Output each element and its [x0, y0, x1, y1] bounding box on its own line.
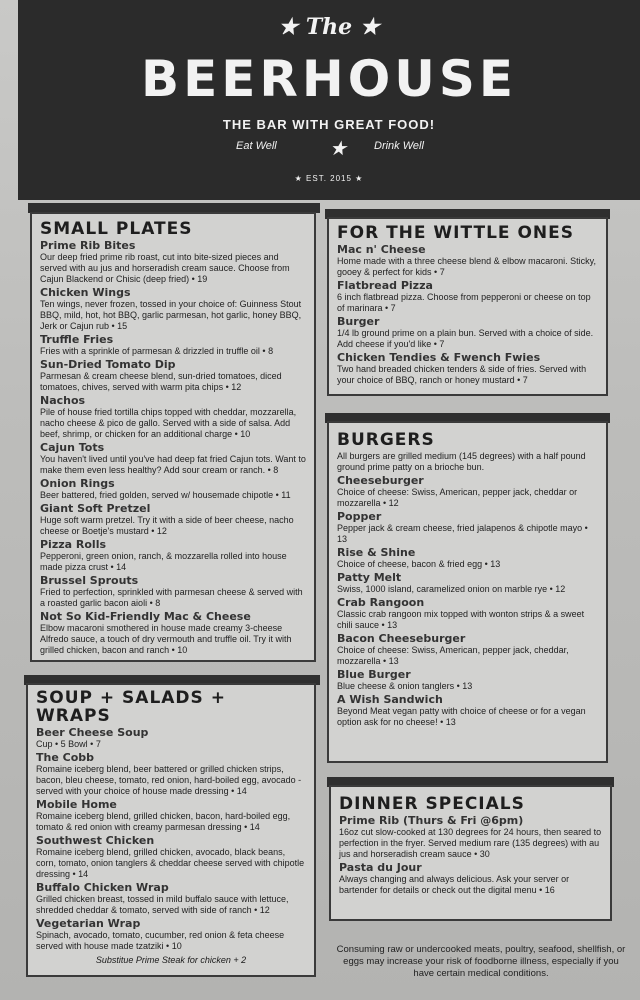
menu-item-description: Choice of cheese, bacon & fried egg • 13 — [337, 559, 501, 569]
menu-item-description: Fried to perfection, sprinkled with parmesan cheese & served with a roasted garlic bacon aioli • 8 — [40, 587, 303, 608]
wittle-ones-title: FOR THE WITTLE ONES — [337, 223, 574, 243]
menu-item-description: Grilled chicken breast, tossed in mild buffalo sauce with lettuce, shredded cheddar & tomato, served with side of ranch • 12 — [36, 894, 289, 915]
menu-item — [36, 881, 306, 916]
star-icon: ★ — [278, 14, 299, 40]
menu-item-name: Cheeseburger — [337, 474, 424, 487]
right-motto: Drink Well — [374, 140, 424, 152]
star-icon: ★ — [329, 138, 347, 160]
menu-item-name: Prime Rib (Thurs & Fri @6pm) — [339, 814, 524, 827]
tagline: THE BAR WITH GREAT FOOD! — [222, 117, 436, 132]
menu-item — [40, 502, 306, 537]
menu-item — [337, 546, 598, 570]
menu-item — [40, 239, 306, 285]
menu-item-description: Pepperoni, green onion, ranch, & mozzarella rolled into house made pizza crust • 14 — [40, 551, 287, 572]
menu-item-description: Swiss, 1000 island, caramelized onion on marble rye • 12 — [337, 584, 566, 594]
menu-item-name: A Wish Sandwich — [337, 693, 443, 706]
menu-item — [337, 668, 598, 692]
menu-item-name: Truffle Fries — [40, 333, 114, 346]
small-plates-title: SMALL PLATES — [40, 219, 193, 239]
menu-item — [36, 917, 306, 952]
menu-item-description: Beyond Meat vegan patty with choice of cheese or for a vegan option ask for no cheese! • 13 — [337, 706, 586, 727]
menu-item-name: Onion Rings — [40, 477, 115, 490]
menu-item-name: Not So Kid-Friendly Mac & Cheese — [40, 610, 251, 623]
menu-header — [18, 0, 640, 200]
menu-item — [36, 751, 306, 797]
menu-item — [40, 441, 306, 476]
small-plates-list — [40, 239, 306, 656]
menu-item-description: Pepper jack & cream cheese, fried jalapenos & chipotle mayo • 13 — [337, 523, 588, 544]
menu-item-description: Huge soft warm pretzel. Try it with a side of beer cheese, nacho cheese or Boetje's mustard • 12 — [40, 515, 294, 536]
menu-item — [339, 861, 602, 896]
menu-item — [337, 243, 598, 278]
menu-item-description: Pile of house fried tortilla chips topped with cheddar, mozzarella, nacho cheese & pico de gallo. Served with a side of salsa. Add beef, shrimp, or chicken for an additional charge • 10 — [40, 407, 297, 439]
menu-item-description: 16oz cut slow-cooked at 130 degrees for 24 hours, then seared to perfection in the fryer. Served medium rare (135 degrees) with au jus and horseradish cream sauce • 30 — [339, 827, 602, 859]
menu-item-name: The Cobb — [36, 751, 95, 764]
menu-item-description: Our deep fried prime rib roast, cut into bite-sized pieces and served with au jus and horseradish cream sauce. Choose from Cajun Blackend or Chisic (deep fried) • 19 — [40, 252, 290, 284]
menu-item — [337, 571, 598, 595]
menu-item — [337, 351, 598, 386]
menu-item-description: Parmesan & cream cheese blend, sun-dried tomatoes, diced tomatoes, chives, served with warm pita chips • 12 — [40, 371, 282, 392]
menu-item — [40, 286, 306, 332]
menu-item-name: Giant Soft Pretzel — [40, 502, 151, 515]
menu-item — [337, 474, 598, 509]
menu-item — [36, 834, 306, 880]
menu-item-description: Fries with a sprinkle of parmesan & drizzled in truffle oil • 8 — [40, 346, 274, 356]
menu-item — [337, 315, 598, 350]
menu-item — [337, 632, 598, 667]
menu-item-name: Blue Burger — [337, 668, 411, 681]
menu-item-description: 1/4 lb ground prime on a plain bun. Served with a choice of side. Add cheese if you'd like • 7 — [337, 328, 594, 349]
dinner-specials-list — [339, 814, 602, 896]
menu-item-description: Choice of cheese: Swiss, American, pepper jack, cheddar, mozzarella • 13 — [337, 645, 569, 666]
menu-item-name: Flatbread Pizza — [337, 279, 433, 292]
menu-item — [337, 693, 598, 728]
soup-salads-list — [36, 726, 306, 952]
menu-item — [339, 814, 602, 860]
menu-item — [40, 477, 306, 501]
menu-item-description: Romaine iceberg blend, grilled chicken, bacon, hard-boiled egg, tomato & red onion with creamy parmesan dressing • 14 — [36, 811, 291, 832]
food-safety-note: Consuming raw or undercooked meats, poultry, seafood, shellfish, or eggs may increase your risk of foodborne illness, especially if you have certain medical conditions. — [336, 944, 626, 979]
menu-item-name: Brussel Sprouts — [40, 574, 139, 587]
menu-item-name: Burger — [337, 315, 380, 328]
header-the: ★ The ★ — [278, 14, 380, 40]
menu-item-name: Prime Rib Bites — [40, 239, 136, 252]
menu-item-name: Cajun Tots — [40, 441, 105, 454]
menu-item — [40, 538, 306, 573]
menu-item-description: Home made with a three cheese blend & elbow macaroni. Sticky, gooey & perfect for kids • 7 — [337, 256, 596, 277]
menu-item-name: Southwest Chicken — [36, 834, 155, 847]
menu-item — [40, 394, 306, 440]
menu-item-description: Choice of cheese: Swiss, American, pepper jack, cheddar or mozzarella • 12 — [337, 487, 578, 508]
menu-item — [36, 798, 306, 833]
menu-item-description: Cup • 5 Bowl • 7 — [36, 739, 101, 749]
menu-item-name: Chicken Tendies & Fwench Fwies — [337, 351, 541, 364]
menu-item — [40, 358, 306, 393]
burgers-intro: All burgers are grilled medium (145 degrees) with a half pound ground prime patty on a brioche bun. — [337, 451, 586, 472]
soup-salads-title: SOUP + SALADS + WRAPS — [36, 688, 226, 726]
menu-item — [337, 279, 598, 314]
left-motto: Eat Well — [236, 140, 277, 152]
menu-item-name: Buffalo Chicken Wrap — [36, 881, 169, 894]
menu-item — [40, 574, 306, 609]
dinner-specials-section — [329, 785, 612, 921]
wittle-ones-list — [337, 243, 598, 386]
menu-item-name: Rise & Shine — [337, 546, 416, 559]
menu-item-description: Two hand breaded chicken tenders & side of fries. Served with your choice of BBQ, ranch or honey mustard • 7 — [337, 364, 587, 385]
menu-item-description: 6 inch flatbread pizza. Choose from pepperoni or cheese on top of marinara • 7 — [337, 292, 591, 313]
menu-item-name: Sun-Dried Tomato Dip — [40, 358, 176, 371]
menu-item-name: Mobile Home — [36, 798, 117, 811]
menu-item-name: Beer Cheese Soup — [36, 726, 149, 739]
menu-item-name: Popper — [337, 510, 382, 523]
menu-item-description: Spinach, avocado, tomato, cucumber, red onion & feta cheese served with house made tzatziki • 10 — [36, 930, 285, 951]
dinner-specials-title: DINNER SPECIALS — [339, 794, 525, 814]
menu-item-description: Romaine iceberg blend, beer battered or grilled chicken strips, bacon, bleu cheese, tomato, red onion, hard-boiled egg, avocado - served with your choice of house made dressing • 14 — [36, 764, 302, 796]
burgers-section — [327, 421, 608, 763]
star-icon: ★ — [359, 14, 380, 40]
menu-item-name: Vegetarian Wrap — [36, 917, 141, 930]
menu-item-description: Classic crab rangoon mix topped with wonton strips & a sweet chili sauce • 13 — [337, 609, 585, 630]
menu-item-name: Pasta du Jour — [339, 861, 422, 874]
menu-item-description: Elbow macaroni smothered in house made creamy 3-cheese Alfredo sauce, a touch of dry vermouth and truffle oil. Try it with grilled chicken, bacon and ranch • 10 — [40, 623, 292, 655]
substitute-note: Substitue Prime Steak for chicken + 2 — [95, 955, 247, 965]
established: ★ EST. 2015 ★ — [294, 174, 364, 183]
burgers-title: BURGERS — [337, 430, 435, 450]
small-plates-section — [30, 212, 316, 662]
menu-item — [337, 596, 598, 631]
menu-item-name: Pizza Rolls — [40, 538, 107, 551]
burgers-list — [337, 474, 598, 728]
menu-item-name: Bacon Cheeseburger — [337, 632, 466, 645]
menu-item — [337, 510, 598, 545]
menu-item — [40, 610, 306, 656]
menu-item-name: Mac n' Cheese — [337, 243, 426, 256]
menu-item-description: Blue cheese & onion tanglers • 13 — [337, 681, 473, 691]
menu-item-description: Ten wings, never frozen, tossed in your choice of: Guinness Stout BBQ, mild, hot, hot BBQ, garlic parmesan, hot garlic, honey BBQ, Jerk or Cajun rub • 15 — [40, 299, 302, 331]
menu-item-description: Beer battered, fried golden, served w/ housemade chipotle • 11 — [40, 490, 291, 500]
menu-item-name: Chicken Wings — [40, 286, 131, 299]
menu-item-description: You haven't lived until you've had deep fat fried Cajun tots. Want to make them even less healthy? Add sour cream or ranch. • 8 — [40, 454, 306, 475]
menu-item-name: Crab Rangoon — [337, 596, 425, 609]
brand-name: BEERHOUSE — [140, 50, 518, 108]
menu-item-name: Nachos — [40, 394, 86, 407]
wittle-ones-section — [327, 217, 608, 396]
menu-item-name: Patty Melt — [337, 571, 402, 584]
menu-item-description: Romaine iceberg blend, grilled chicken, avocado, black beans, corn, tomato, onion tanglers & cheddar cheese served with chipotle dressing • 14 — [36, 847, 305, 879]
menu-item-description: Always changing and always delicious. Ask your server or bartender for details or check out the digital menu • 16 — [339, 874, 570, 895]
soup-salads-section — [26, 683, 316, 977]
menu-item — [40, 333, 306, 357]
menu-item — [36, 726, 306, 750]
